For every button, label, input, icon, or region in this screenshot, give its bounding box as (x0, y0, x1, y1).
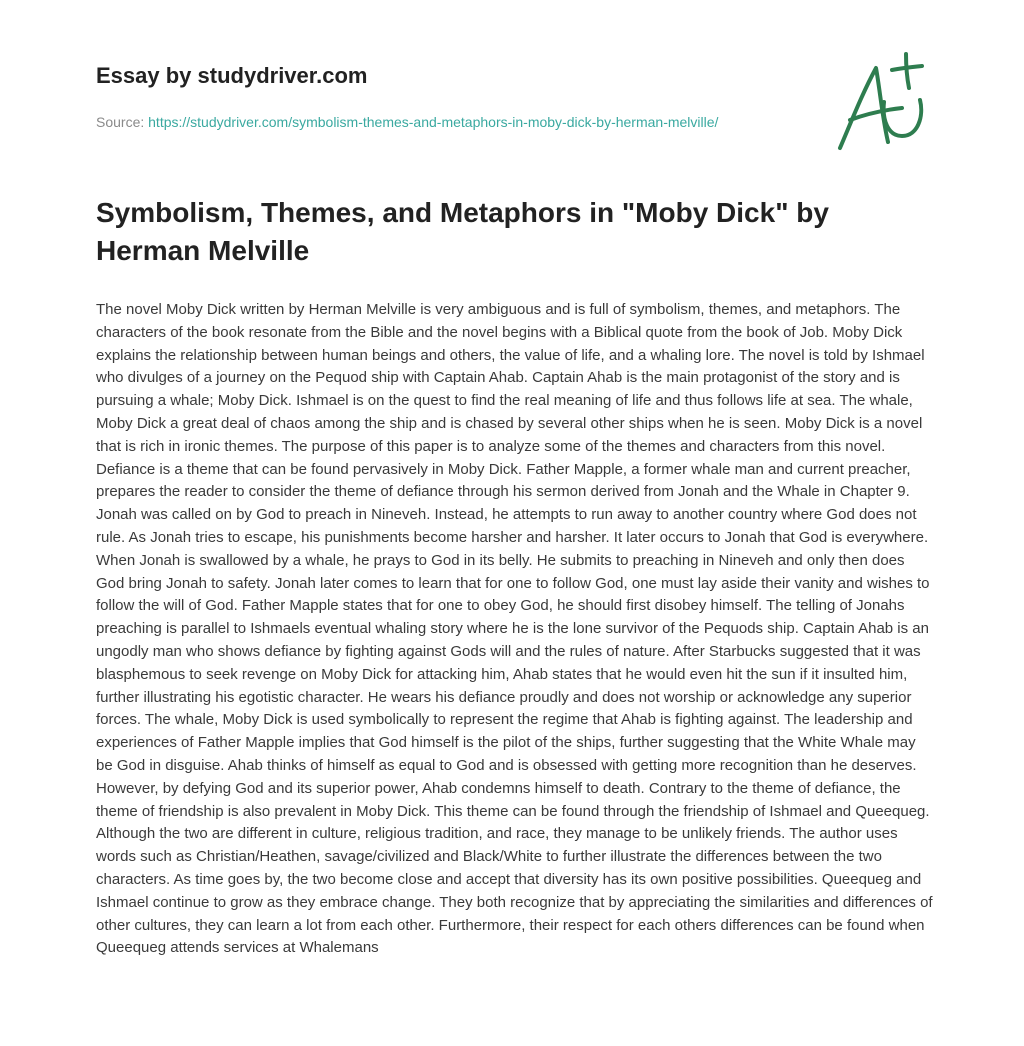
page-header (96, 62, 816, 133)
site-title: Essay by studydriver.com (96, 63, 368, 88)
source-link[interactable]: https://studydriver.com/symbolism-themes-and-metaphors-in-moby-dick-by-herman-melville/ (148, 114, 719, 130)
source-line (96, 112, 736, 133)
essay-body: The novel Moby Dick written by Herman Melville is very ambiguous and is full of symbolism, themes, and metaphors. The characters of the book resonate from the Bible and the novel begins with a Biblical quote from the book of Job. Moby Dick explains the relationship between human beings and others, the value of life, and a whaling lore. The novel is told by Ishmael who divulges of a journey on the Pequod ship with Captain Ahab. Captain Ahab is the main protagonist of the story and is pursuing a whale; Moby Dick. Ishmael is on the quest to find the real meaning of life and thus follows life at sea. The whale, Moby Dick a great deal of chaos among the ship and is chased by several other ships when he is seen. Moby Dick is a novel that is rich in ironic themes. The purpose of this paper is to analyze some of the themes and characters from this novel. Defiance is a theme that can be found pervasively in Moby Dick. Father Mapple, a former whale man and current preacher, prepares the reader to consider the theme of defiance through his sermon derived from Jonah and the Whale in Chapter 9. Jonah was called on by God to preach in Nineveh. Instead, he attempts to run away to another country where God does not rule. As Jonah tries to escape, his punishments become harsher and harsher. It later occurs to Jonah that God is everywhere. When Jonah is swallowed by a whale, he prays to God in its belly. He submits to preaching in Nineveh and only then does God bring Jonah to safety. Jonah later comes to learn that for one to follow God, one must lay aside their vanity and wishes to follow the will of God. Father Mapple states that for one to obey God, he should first disobey himself. The telling of Jonahs preaching is parallel to Ishmaels eventual whaling story where he is the lone survivor of the Pequods ship. Captain Ahab is an ungodly man who shows defiance by fighting against Gods will and the rules of nature. After Starbucks suggested that it was blasphemous to seek revenge on Moby Dick for attacking him, Ahab states that he would even hit the sun if it insulted him, further illustrating his egotistic character. He wears his defiance proudly and does not worship or acknowledge any superior forces. The whale, Moby Dick is used symbolically to represent the regime that Ahab is fighting against. The leadership and experiences of Father Mapple implies that God himself is the pilot of the ships, further suggesting that the White Whale may be God in disguise. Ahab thinks of himself as equal to God and is obsessed with getting more recognition than he deserves. However, by defying God and its superior power, Ahab condemns himself to death. Contrary to the theme of defiance, the theme of friendship is also prevalent in Moby Dick. This theme can be found through the friendship of Ishmael and Queequeg. Although the two are different in culture, religious tradition, and race, they manage to be unlikely friends. The author uses words such as Christian/Heathen, savage/civilized and Black/White to further illustrate the differences between the two characters. As time goes by, the two become close and accept that diversity has its own positive possibilities. Queequeg and Ishmael continue to grow as they embrace change. They both recognize that by appreciating the similarities and differences of other cultures, they can learn a lot from each other. Furthermore, their respect for each others differences can be found when Queequeg attends services at Whalemans (96, 301, 933, 957)
a-plus-logo (826, 50, 936, 160)
source-label: Source: (96, 114, 149, 130)
document-title: Symbolism, Themes, and Metaphors in "Moby Dick" by Herman Melville (96, 197, 829, 266)
